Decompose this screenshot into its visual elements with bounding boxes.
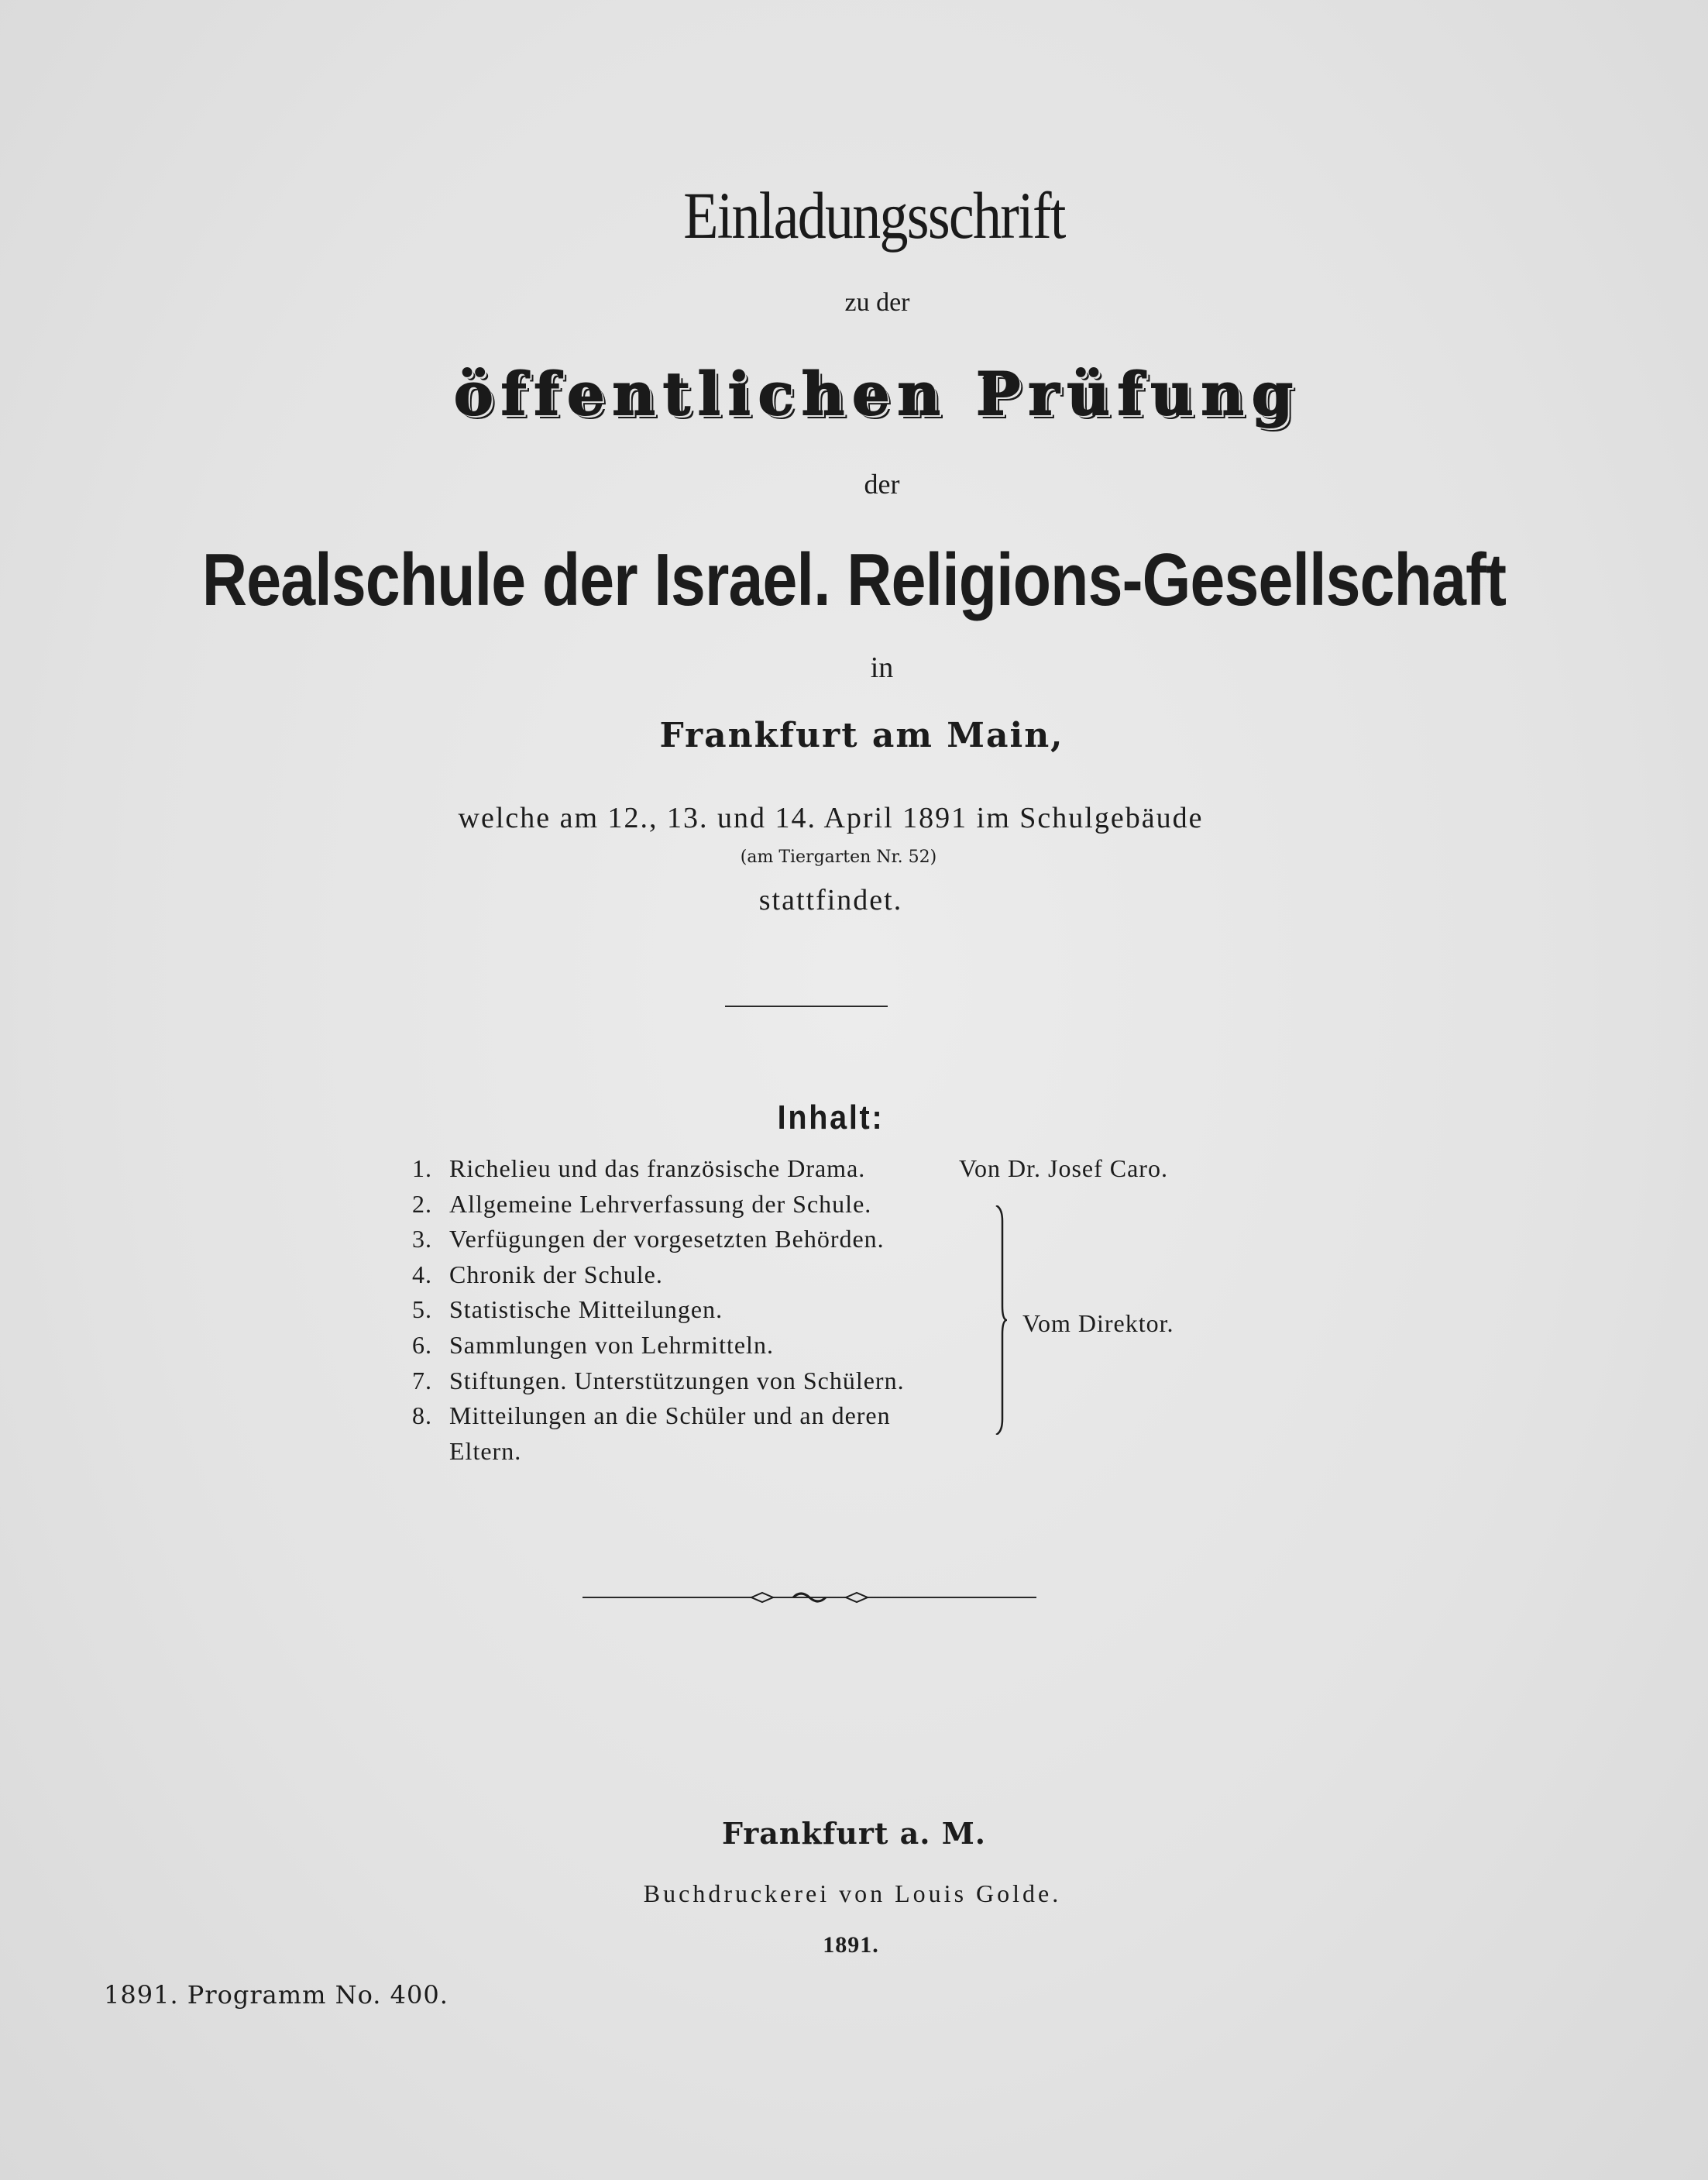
program-number: 1891. Programm No. 400. xyxy=(104,1980,448,2010)
list-item xyxy=(412,1328,905,1363)
exam-heading: öffentlichen Prüfung xyxy=(454,359,1301,428)
connector-in: in xyxy=(870,652,894,684)
exam-dates: welche am 12., 13. und 14. April 1891 im Schulgebäude xyxy=(458,802,1204,834)
school-name: Realschule der Israel. Religions-Gesellschaft xyxy=(201,538,1507,621)
item-number: 8. xyxy=(412,1401,432,1430)
document-title: Einladungsschrift xyxy=(683,178,1065,253)
item-text: Chronik der Schule. xyxy=(449,1260,663,1288)
list-item xyxy=(412,1257,905,1293)
list-item xyxy=(412,1187,905,1222)
item-author: Von Dr. Josef Caro. xyxy=(959,1154,1168,1182)
list-item xyxy=(412,1434,905,1470)
divider-rule xyxy=(725,1006,888,1007)
item-number: 4. xyxy=(412,1260,432,1288)
curly-brace-icon xyxy=(995,1205,1007,1435)
ornament-divider-icon xyxy=(583,1587,1036,1608)
item-text: Verfügungen der vorgesetzten Behörden. xyxy=(449,1225,885,1253)
item-number: 6. xyxy=(412,1330,432,1359)
item-text: Mitteilungen an die Schüler und an deren xyxy=(449,1401,891,1430)
item-text: Richelieu und das französische Drama. xyxy=(449,1154,866,1182)
list-item xyxy=(412,1398,905,1434)
imprint-city: Frankfurt a. M. xyxy=(721,1816,987,1851)
connector-zu-der: zu der xyxy=(844,288,910,317)
contents-heading: Inhalt: xyxy=(777,1099,885,1136)
list-item xyxy=(412,1292,905,1328)
group-author: Vom Direktor. xyxy=(1022,1309,1174,1337)
item-number: 1. xyxy=(412,1154,432,1182)
item-text: Eltern. xyxy=(449,1436,522,1465)
item-number: 3. xyxy=(412,1225,432,1253)
imprint-year: 1891. xyxy=(823,1932,879,1958)
item-text: Statistische Mitteilungen. xyxy=(449,1295,723,1324)
list-item xyxy=(412,1222,905,1257)
imprint-printer: Buchdruckerei von Louis Golde. xyxy=(643,1879,1062,1907)
list-item xyxy=(412,1151,1168,1187)
item-text: Sammlungen von Lehrmitteln. xyxy=(449,1330,774,1359)
item-number: 2. xyxy=(412,1189,432,1218)
item-number: 5. xyxy=(412,1295,432,1324)
closing-line: stattfindet. xyxy=(758,884,903,916)
city-name: Frankfurt am Main, xyxy=(659,716,1064,755)
item-number: 7. xyxy=(412,1366,432,1394)
address-line: (am Tiergarten Nr. 52) xyxy=(740,848,937,867)
list-item xyxy=(412,1363,905,1399)
item-text: Allgemeine Lehrverfassung der Schule. xyxy=(449,1189,872,1218)
item-text: Stiftungen. Unterstützungen von Schülern. xyxy=(449,1366,905,1394)
connector-der: der xyxy=(864,469,900,500)
